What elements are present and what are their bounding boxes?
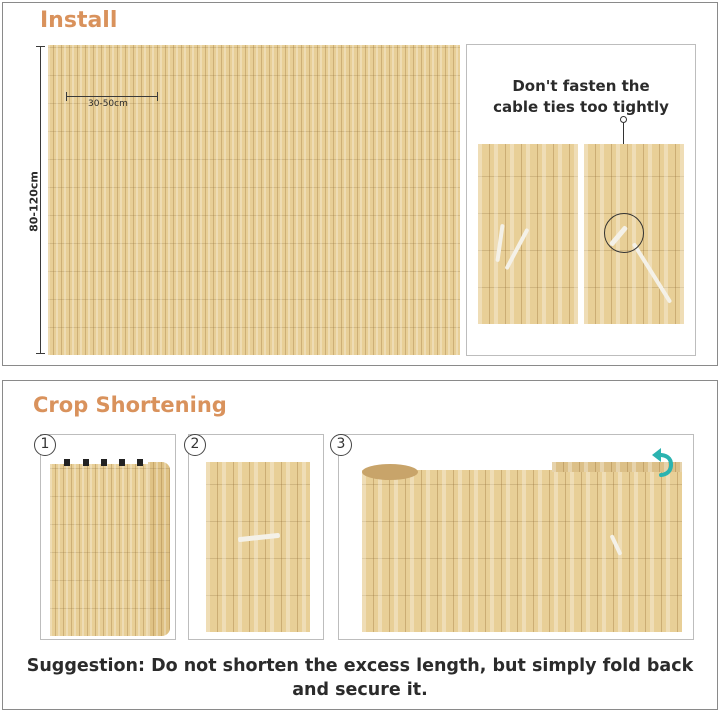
post-cap-5: [137, 459, 143, 466]
fold-back-arrow-icon: [650, 446, 680, 480]
suggestion-line-1: Suggestion: Do not shorten the excess length, but simply fold back: [26, 656, 694, 676]
callout-line-2: cable ties too tightly: [493, 98, 669, 116]
suggestion-line-2: and secure it.: [292, 680, 428, 700]
reed-detail-left: [478, 144, 578, 324]
step-2-reed: [206, 462, 310, 632]
step-1-roll: [148, 462, 170, 636]
post-cap-2: [83, 459, 89, 466]
post-cap-1: [64, 459, 70, 466]
height-dimension-cap-bottom: [36, 353, 45, 354]
callout-pointer-dot: [620, 116, 627, 123]
cable-tie-callout: [470, 76, 692, 118]
zoom-circle-icon: [604, 213, 644, 253]
step-3-number: 3: [330, 434, 352, 456]
step-3-reed: [362, 470, 682, 632]
width-dimension-cap-right: [157, 92, 158, 101]
width-label: 30-50cm: [88, 99, 128, 109]
post-cap-4: [119, 459, 125, 466]
step-1-reed: [50, 464, 150, 636]
width-dimension-line: [66, 96, 158, 97]
install-title: Install: [40, 8, 118, 33]
step-2-number: 2: [184, 434, 206, 456]
height-label: 80-120cm: [27, 171, 41, 232]
crop-title: Crop Shortening: [33, 393, 227, 417]
reed-fence-large: [48, 45, 460, 355]
post-cap-3: [101, 459, 107, 466]
callout-line-1: Don't fasten the: [512, 77, 650, 95]
step-1-number: 1: [34, 434, 56, 456]
suggestion-text: [0, 654, 720, 702]
step-3-roll-end: [362, 464, 418, 480]
width-dimension-cap-left: [66, 92, 67, 101]
height-dimension-cap-top: [36, 46, 45, 47]
